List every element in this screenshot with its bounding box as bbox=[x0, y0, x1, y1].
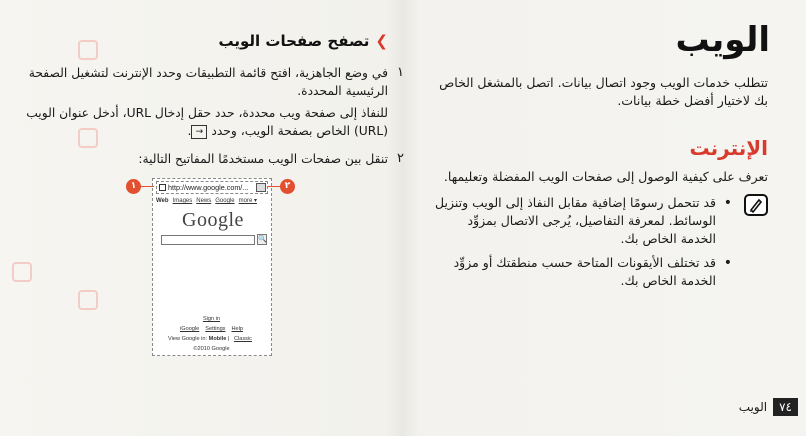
bleed-through-mark bbox=[78, 40, 98, 60]
phone-screenshot bbox=[152, 178, 272, 356]
step-text: للنفاذ إلى صفحة ويب محددة، حدد حقل إدخال URL، أدخل عنوان الويب (URL) الخاص بصفحة الويب، وحدد bbox=[26, 106, 388, 138]
step-1-detail: للنفاذ إلى صفحة ويب محددة، حدد حقل إدخال URL، أدخل عنوان الويب (URL) الخاص بصفحة الويب، وحدد →. bbox=[26, 106, 388, 138]
footer-label: الويب bbox=[738, 400, 768, 414]
page-title: الويب bbox=[675, 20, 770, 60]
google-nav bbox=[156, 197, 261, 204]
section-heading bbox=[218, 32, 388, 50]
nav-link: Google bbox=[215, 198, 235, 204]
nav-link: Images bbox=[172, 198, 193, 204]
note-icon bbox=[744, 194, 768, 216]
intro-paragraph: تتطلب خدمات الويب وجود اتصال بيانات. اتصل بالمشغل الخاص بك لاختيار أفضل خطة بيانات. bbox=[439, 75, 768, 108]
copyright-text: ©2010 Google bbox=[193, 346, 230, 352]
note-item: • قد تختلف الأيقونات المتاحة حسب منطقتك أو مزوِّد الخدمة الخاص بك. bbox=[434, 254, 734, 290]
url-field bbox=[156, 181, 268, 194]
nav-link: Web bbox=[156, 198, 169, 204]
view-mode-line: View Google in: Mobile | Classic bbox=[168, 336, 252, 342]
google-logo: Google bbox=[182, 209, 244, 231]
note-item: • قد تتحمل رسومًا إضافية مقابل النفاذ إلى الويب وتنزيل الوسائط. لمعرفة التفاصيل، يُرجى الاتصال بمزوِّد الخدمة الخاص بك. bbox=[434, 194, 734, 248]
google-search-field bbox=[161, 235, 255, 245]
internet-heading: الإنترنت bbox=[689, 136, 768, 160]
step-1 bbox=[16, 64, 404, 100]
step-text: تنقل بين صفحات الويب مستخدمًا المفاتيح التالية: bbox=[138, 152, 388, 166]
page-number: ٧٤ bbox=[773, 398, 798, 416]
url-text: http://www.google.com/... bbox=[168, 183, 249, 192]
google-footer-links bbox=[153, 326, 270, 332]
internet-notes bbox=[434, 194, 734, 296]
footer-link: Settings bbox=[205, 326, 226, 332]
step-number: ١ bbox=[397, 65, 404, 80]
bleed-through-mark bbox=[78, 290, 98, 310]
go-button-icon bbox=[256, 183, 266, 192]
step-text: في وضع الجاهزية، افتح قائمة التطبيقات وحدد الإنترنت لتشغيل الصفحة الرئيسية المحددة. bbox=[28, 66, 388, 98]
chevron-icon: ❯ bbox=[375, 32, 388, 50]
internet-intro: تعرف على كيفية الوصول إلى صفحات الويب المفضلة وتعليمها. bbox=[443, 169, 768, 184]
section-heading-text: تصفح صفحات الويب bbox=[218, 32, 370, 50]
sign-in-link: Sign in bbox=[202, 316, 221, 322]
callout-1: ١ bbox=[126, 179, 141, 194]
nav-link: more ▾ bbox=[238, 198, 257, 204]
step-2 bbox=[16, 150, 404, 168]
callout-2: ٢ bbox=[280, 179, 295, 194]
callout-line bbox=[140, 186, 154, 187]
nav-link: News bbox=[196, 198, 212, 204]
footer-link: iGoogle bbox=[179, 326, 200, 332]
page-icon bbox=[159, 184, 166, 191]
footer-link: Help bbox=[231, 326, 243, 332]
page-footer bbox=[739, 398, 798, 416]
step-number: ٢ bbox=[397, 151, 404, 166]
go-arrow-icon: → bbox=[191, 125, 207, 139]
search-icon: 🔍 bbox=[258, 236, 267, 243]
bleed-through-mark bbox=[12, 262, 32, 282]
